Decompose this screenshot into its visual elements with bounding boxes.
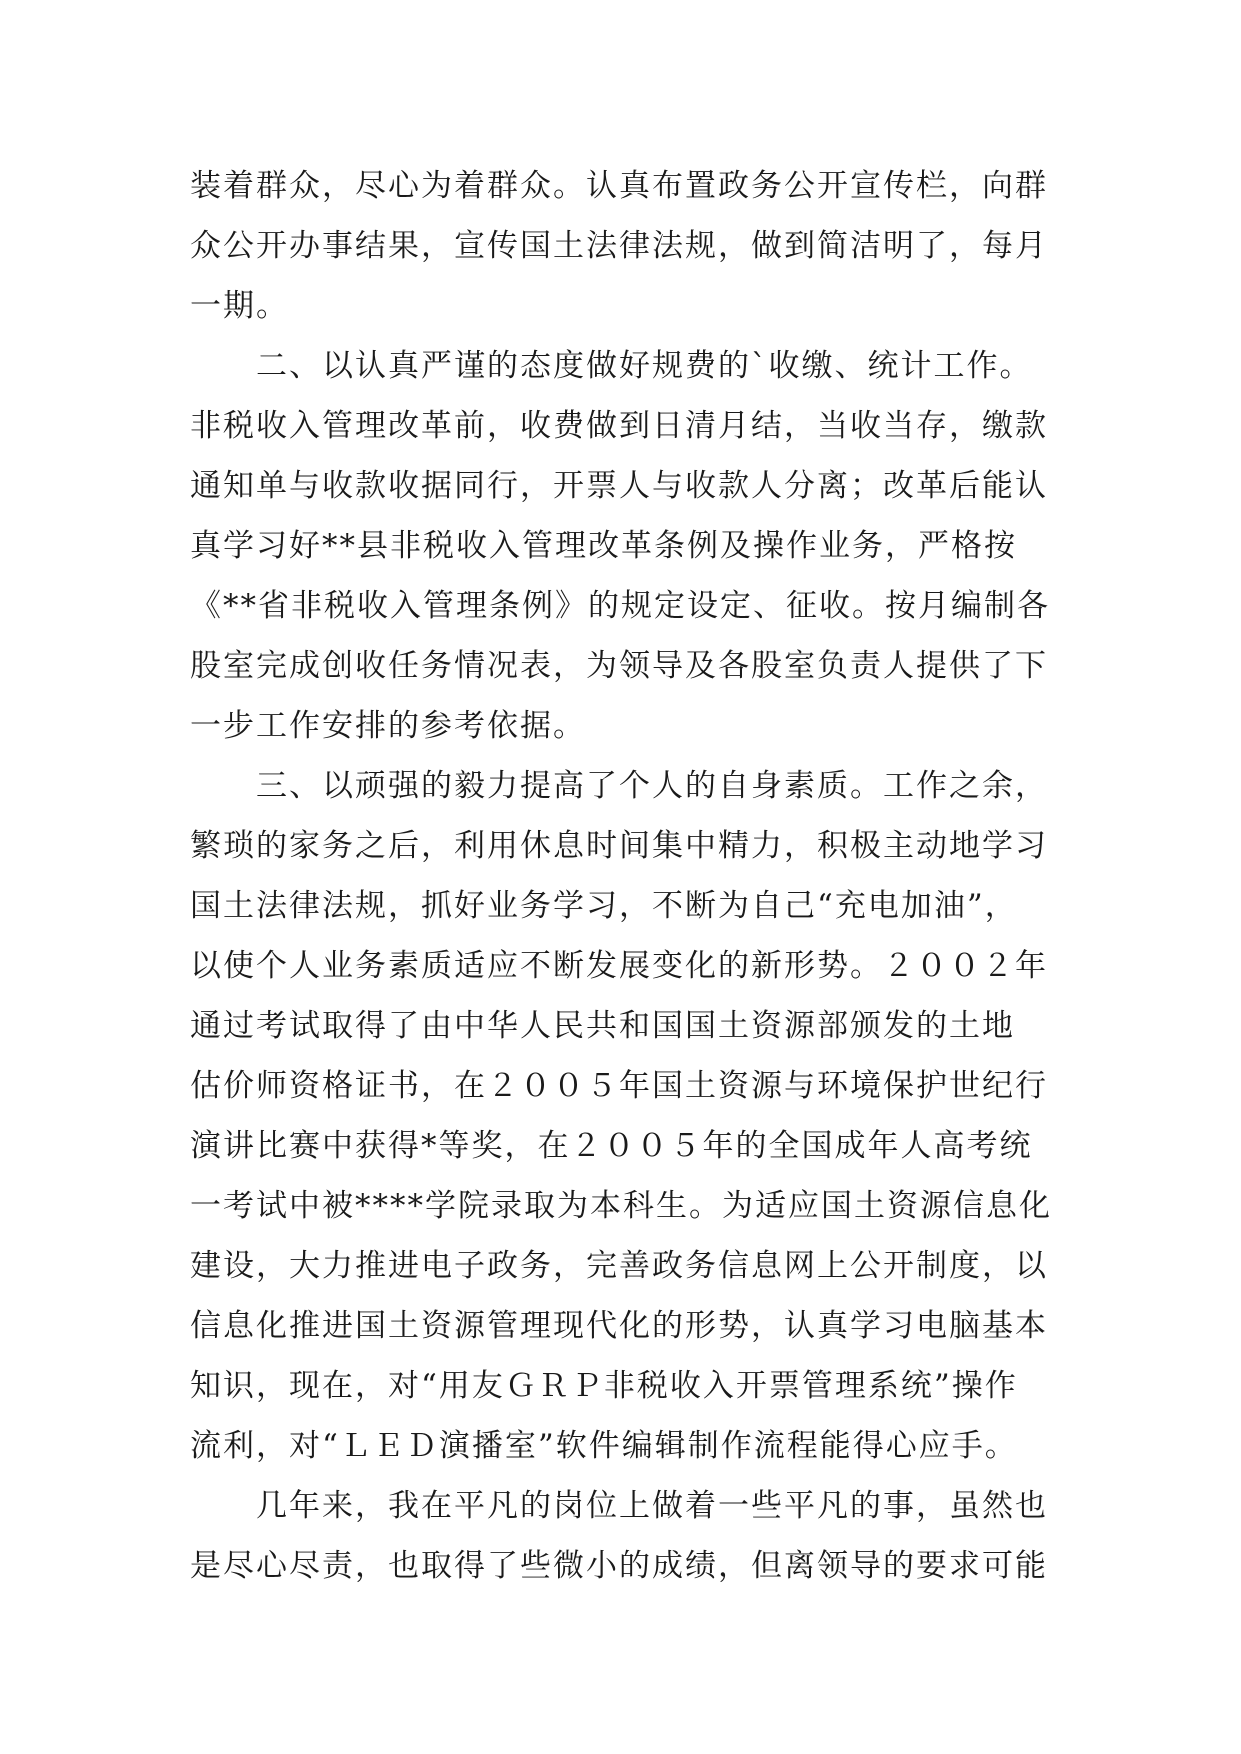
text-line: 国土法律法规，抓好业务学习，不断为自己“充电加油”， (190, 888, 1018, 924)
text-line: 估价师资格证书，在２００５年国土资源与环境保护世纪行 (190, 1068, 1048, 1104)
text-line: 流利，对“ＬＥＤ演播室”软件编辑制作流程能得心应手。 (190, 1428, 1018, 1464)
text-line: 一期。 (190, 288, 289, 324)
text-line: 真学习好**县非税收入管理改革条例及操作业务，严格按 (190, 528, 1017, 564)
text-line: 建设，大力推进电子政务，完善政务信息网上公开制度，以 (190, 1248, 1048, 1284)
text-line: 以使个人业务素质适应不断发展变化的新形势。２００２年 (190, 948, 1048, 984)
text-line: 通过考试取得了由中华人民共和国国土资源部颁发的土地 (190, 1008, 1015, 1044)
section-heading-2: 二、以认真严谨的态度做好规费的`收缴、统计工作。 (256, 348, 1033, 384)
text-line: 通知单与收款收据同行，开票人与收款人分离；改革后能认 (190, 468, 1048, 504)
text-line: 一考试中被****学院录取为本科生。为适应国土资源信息化 (190, 1188, 1052, 1224)
text-line: 演讲比赛中获得*等奖，在２００５年的全国成年人高考统 (190, 1128, 1033, 1164)
text-line: 知识，现在，对“用友ＧＲＰ非税收入开票管理系统”操作 (190, 1368, 1018, 1404)
text-line: 一步工作安排的参考依据。 (190, 708, 586, 744)
text-line: 繁琐的家务之后，利用休息时间集中精力，积极主动地学习 (190, 828, 1048, 864)
paragraph-start: 几年来，我在平凡的岗位上做着一些平凡的事，虽然也 (256, 1488, 1048, 1524)
text-line: 众公开办事结果，宣传国土法律法规，做到简洁明了，每月 (190, 228, 1048, 264)
section-heading-3: 三、以顽强的毅力提高了个人的自身素质。工作之余， (256, 768, 1048, 804)
text-line: 非税收入管理改革前，收费做到日清月结，当收当存，缴款 (190, 408, 1048, 444)
document-body (190, 156, 1070, 1596)
text-line: 是尽心尽责，也取得了些微小的成绩，但离领导的要求可能 (190, 1548, 1048, 1584)
text-line: 《**省非税收入管理条例》的规定设定、征收。按月编制各 (190, 588, 1050, 624)
text-line: 股室完成创收任务情况表，为领导及各股室负责人提供了下 (190, 648, 1048, 684)
text-line: 信息化推进国土资源管理现代化的形势，认真学习电脑基本 (190, 1308, 1048, 1344)
text-line: 装着群众，尽心为着群众。认真布置政务公开宣传栏，向群 (190, 168, 1048, 204)
